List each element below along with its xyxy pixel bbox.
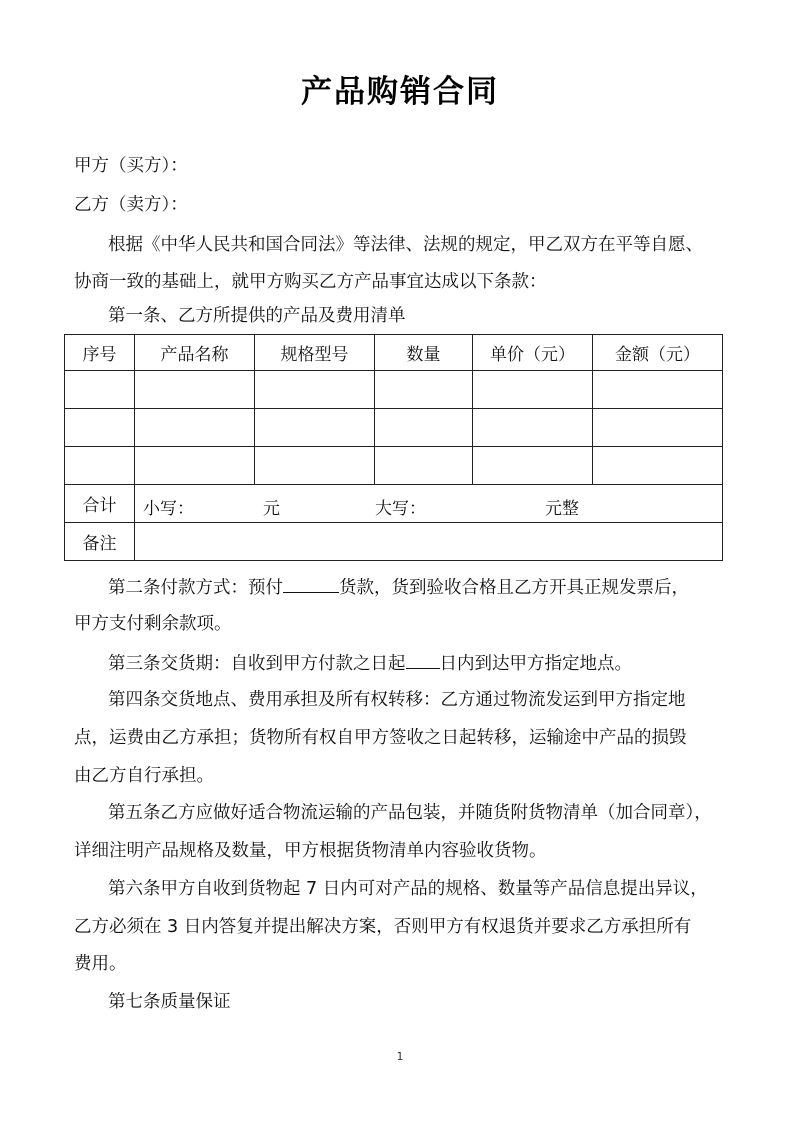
table-cell[interactable]	[65, 409, 135, 447]
article-6-line-3: 费用。	[74, 954, 127, 974]
table-cell[interactable]	[255, 447, 375, 485]
article-3-text-b: 日内到达甲方指定地点。	[439, 654, 632, 674]
header-spec-model: 规格型号	[255, 335, 375, 371]
party-b-line: 乙方（卖方）：	[74, 195, 188, 215]
remarks-value-cell[interactable]	[135, 523, 723, 561]
table-cell[interactable]	[375, 447, 473, 485]
table-cell[interactable]	[473, 371, 593, 409]
article-7-heading: 第七条质量保证	[108, 992, 231, 1012]
intro-line-2: 协商一致的基础上，就甲方购买乙方产品事宜达成以下条款：	[74, 272, 547, 292]
article-1-heading: 第一条、乙方所提供的产品及费用清单	[108, 306, 406, 326]
table-cell[interactable]	[375, 371, 473, 409]
article-2-line-2: 甲方支付剩余款项。	[74, 614, 232, 634]
page-number: 1	[396, 1050, 404, 1063]
uppercase-label: 大写：	[375, 499, 426, 519]
table-cell[interactable]	[593, 371, 723, 409]
table-header-row	[65, 335, 723, 371]
table-cell[interactable]	[65, 371, 135, 409]
article-6-line-1: 第六条甲方自收到货物起 7 日内可对产品的规格、数量等产品信息提出异议，	[108, 879, 708, 899]
table-cell[interactable]	[135, 409, 255, 447]
table-cell[interactable]	[593, 447, 723, 485]
total-row	[65, 485, 723, 523]
delivery-days-blank[interactable]	[406, 650, 440, 669]
table-row	[65, 371, 723, 409]
article-3-line-1	[108, 650, 768, 676]
remarks-label: 备注	[65, 523, 135, 561]
table-cell[interactable]	[255, 409, 375, 447]
total-value-cell[interactable]	[135, 485, 723, 523]
remarks-row	[65, 523, 723, 561]
article-2-line-1	[108, 574, 768, 600]
article-4-line-3: 由乙方自行承担。	[74, 766, 214, 786]
total-label: 合计	[65, 485, 135, 523]
article-4-line-2: 点，运费由乙方承担；货物所有权自甲方签收之日起转移，运输途中产品的损毁	[74, 728, 687, 748]
header-quantity: 数量	[375, 335, 473, 371]
table-cell[interactable]	[473, 447, 593, 485]
article-5-line-2: 详细注明产品规格及数量，甲方根据货物清单内容验收货物。	[74, 841, 547, 861]
table-cell[interactable]	[593, 409, 723, 447]
lowercase-label: 小写：	[143, 499, 194, 519]
intro-line-1: 根据《中华人民共和国合同法》等法律、法规的规定，甲乙双方在平等自愿、	[108, 235, 703, 255]
header-unit-price: 单价（元）	[473, 335, 593, 371]
table-cell[interactable]	[375, 409, 473, 447]
table-cell[interactable]	[135, 447, 255, 485]
article-6-line-2: 乙方必须在 3 日内答复并提出解决方案，否则甲方有权退货并要求乙方承担所有	[74, 917, 692, 937]
article-2-text-b: 货款，货到验收合格且乙方开具正规发票后，	[339, 578, 689, 598]
header-index: 序号	[65, 335, 135, 371]
header-product-name: 产品名称	[135, 335, 255, 371]
table-row	[65, 409, 723, 447]
lowercase-unit: 元	[263, 499, 280, 519]
article-3-text-a: 第三条交货期：自收到甲方付款之日起	[108, 654, 406, 674]
header-amount: 金额（元）	[593, 335, 723, 371]
table-cell[interactable]	[255, 371, 375, 409]
uppercase-unit: 元整	[545, 499, 579, 519]
product-table	[64, 334, 723, 561]
table-cell[interactable]	[135, 371, 255, 409]
prepayment-blank[interactable]	[283, 574, 339, 593]
article-5-line-1: 第五条乙方应做好适合物流运输的产品包装，并随货附货物清单（加合同章），	[108, 803, 712, 823]
article-2-text-a: 第二条付款方式：预付	[108, 578, 283, 598]
table-row	[65, 447, 723, 485]
article-4-line-1: 第四条交货地点、费用承担及所有权转移：乙方通过物流发运到甲方指定地	[108, 690, 686, 710]
party-a-line: 甲方（买方）：	[74, 156, 188, 176]
table-cell[interactable]	[473, 409, 593, 447]
table-cell[interactable]	[65, 447, 135, 485]
contract-title: 产品购销合同	[301, 74, 499, 110]
